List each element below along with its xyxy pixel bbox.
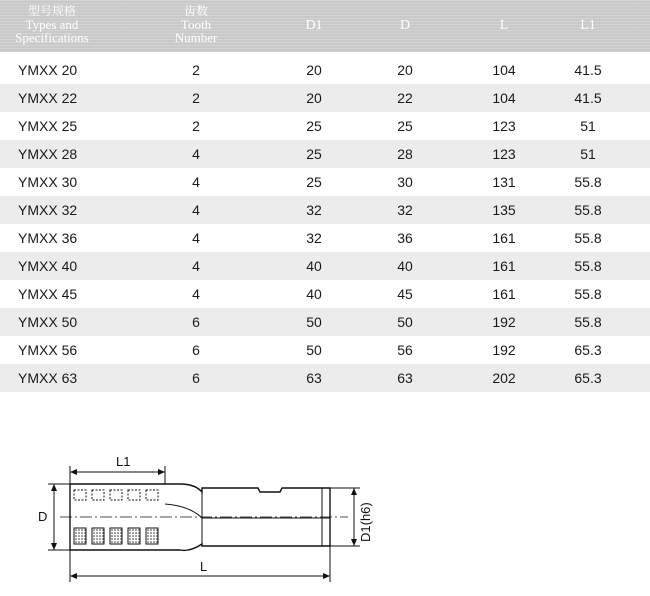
cutter-drawing bbox=[30, 448, 390, 596]
cell-d1: 63 bbox=[306, 370, 322, 386]
cell-l1: 55.8 bbox=[574, 314, 602, 330]
table-row bbox=[0, 308, 650, 336]
cell-tooth: 4 bbox=[192, 286, 200, 302]
dimension-l1 bbox=[70, 454, 165, 488]
cell-l: 192 bbox=[492, 314, 516, 330]
cell-d1: 20 bbox=[306, 90, 322, 106]
cell-tooth: 2 bbox=[192, 90, 200, 106]
header-d1-label: D1 bbox=[305, 18, 323, 33]
table-row bbox=[0, 84, 650, 112]
cell-l1: 55.8 bbox=[574, 174, 602, 190]
header-type-cn: 型号规格 bbox=[27, 4, 76, 18]
cell-l: 192 bbox=[492, 342, 516, 358]
cell-tooth: 2 bbox=[192, 62, 200, 78]
cell-d1: 25 bbox=[306, 174, 322, 190]
cell-d: 30 bbox=[397, 174, 413, 190]
table-row bbox=[0, 196, 650, 224]
cell-l: 161 bbox=[492, 230, 516, 246]
cell-type: YMXX 56 bbox=[18, 342, 78, 358]
cell-l: 123 bbox=[492, 118, 516, 134]
cell-tooth: 4 bbox=[192, 202, 200, 218]
cell-l1: 55.8 bbox=[574, 202, 602, 218]
cell-d: 25 bbox=[397, 118, 413, 134]
cell-d1: 25 bbox=[306, 146, 322, 162]
table-header bbox=[0, 0, 650, 52]
table-row bbox=[0, 56, 650, 84]
header-tooth bbox=[150, 0, 242, 52]
cell-type: YMXX 32 bbox=[18, 202, 78, 218]
table-row bbox=[0, 168, 650, 196]
header-tooth-en2: Number bbox=[174, 30, 218, 45]
cell-l1: 41.5 bbox=[574, 62, 602, 78]
cell-l: 161 bbox=[492, 258, 516, 274]
cell-d: 45 bbox=[397, 286, 413, 302]
cutter-body bbox=[60, 484, 348, 550]
cell-type: YMXX 36 bbox=[18, 230, 78, 246]
cell-type: YMXX 28 bbox=[18, 146, 78, 162]
cell-d1: 32 bbox=[306, 202, 322, 218]
cell-type: YMXX 40 bbox=[18, 258, 78, 274]
header-type-en2: Specifications bbox=[15, 30, 89, 45]
cell-d: 36 bbox=[397, 230, 413, 246]
cell-l1: 51 bbox=[580, 146, 596, 162]
cell-l1: 55.8 bbox=[574, 230, 602, 246]
cell-tooth: 4 bbox=[192, 230, 200, 246]
cell-tooth: 4 bbox=[192, 258, 200, 274]
cell-type: YMXX 20 bbox=[18, 62, 78, 78]
cell-d: 22 bbox=[397, 90, 413, 106]
dimension-l bbox=[70, 546, 330, 582]
table-row bbox=[0, 280, 650, 308]
cell-d: 28 bbox=[397, 146, 413, 162]
cell-l: 131 bbox=[492, 174, 516, 190]
header-l1-label: L1 bbox=[580, 18, 596, 33]
cell-type: YMXX 45 bbox=[18, 286, 78, 302]
label-l1: L1 bbox=[116, 454, 131, 469]
cell-d: 32 bbox=[397, 202, 413, 218]
header-l bbox=[458, 0, 550, 52]
header-d bbox=[359, 0, 451, 52]
cell-d: 40 bbox=[397, 258, 413, 274]
header-d-label: D bbox=[399, 18, 411, 33]
cell-type: YMXX 25 bbox=[18, 118, 78, 134]
cell-l1: 51 bbox=[580, 118, 596, 134]
header-type bbox=[0, 0, 104, 52]
cell-d1: 32 bbox=[306, 230, 322, 246]
label-d: D bbox=[38, 509, 48, 524]
cell-d: 20 bbox=[397, 62, 413, 78]
cell-d: 56 bbox=[397, 342, 413, 358]
cell-d: 50 bbox=[397, 314, 413, 330]
table-row bbox=[0, 364, 650, 392]
cell-l: 135 bbox=[492, 202, 516, 218]
cell-d1: 25 bbox=[306, 118, 322, 134]
cell-tooth: 6 bbox=[192, 314, 200, 330]
cell-l1: 55.8 bbox=[574, 258, 602, 274]
cell-d1: 50 bbox=[306, 314, 322, 330]
cell-d1: 20 bbox=[306, 62, 322, 78]
cell-l1: 65.3 bbox=[574, 342, 602, 358]
cell-d1: 50 bbox=[306, 342, 322, 358]
table-row bbox=[0, 252, 650, 280]
cell-l1: 55.8 bbox=[574, 286, 602, 302]
cell-l1: 41.5 bbox=[574, 90, 602, 106]
header-tooth-en1: Tooth bbox=[180, 17, 212, 32]
table-row bbox=[0, 140, 650, 168]
table-row bbox=[0, 112, 650, 140]
cell-type: YMXX 50 bbox=[18, 314, 78, 330]
label-l: L bbox=[200, 559, 208, 574]
cell-tooth: 6 bbox=[192, 370, 200, 386]
header-type-en1: Types and bbox=[25, 17, 79, 32]
cell-tooth: 4 bbox=[192, 146, 200, 162]
cell-tooth: 2 bbox=[192, 118, 200, 134]
cell-l: 161 bbox=[492, 286, 516, 302]
cell-l: 104 bbox=[492, 90, 516, 106]
cell-l: 202 bbox=[492, 370, 516, 386]
cell-l: 123 bbox=[492, 146, 516, 162]
cell-tooth: 4 bbox=[192, 174, 200, 190]
table-row bbox=[0, 224, 650, 252]
cell-l: 104 bbox=[492, 62, 516, 78]
header-l-label: L bbox=[499, 18, 509, 33]
cell-d1: 40 bbox=[306, 286, 322, 302]
cell-type: YMXX 63 bbox=[18, 370, 78, 386]
table-row bbox=[0, 336, 650, 364]
cell-tooth: 6 bbox=[192, 342, 200, 358]
header-l1 bbox=[542, 0, 634, 52]
label-d1-h6: D1(h6) bbox=[358, 502, 373, 542]
cell-l1: 65.3 bbox=[574, 370, 602, 386]
cell-type: YMXX 30 bbox=[18, 174, 78, 190]
cell-type: YMXX 22 bbox=[18, 90, 78, 106]
header-d1 bbox=[268, 0, 360, 52]
cell-d: 63 bbox=[397, 370, 413, 386]
cell-d1: 40 bbox=[306, 258, 322, 274]
header-tooth-cn: 齿数 bbox=[183, 4, 208, 18]
